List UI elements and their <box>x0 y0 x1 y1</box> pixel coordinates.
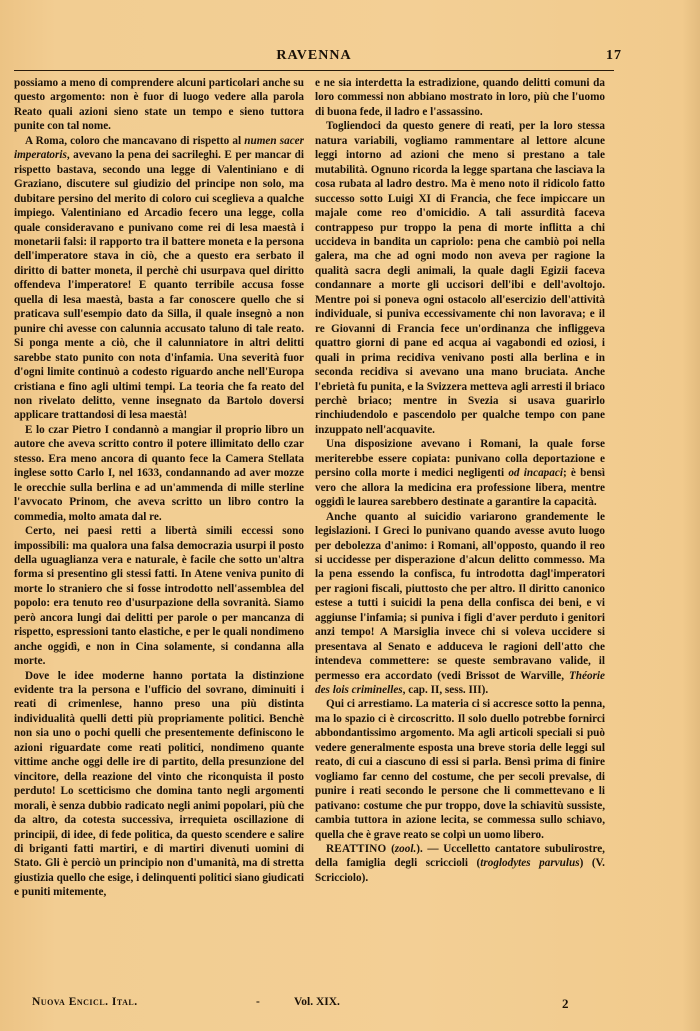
entry-headword: REATTINO <box>326 843 387 856</box>
paragraph-text: Certo, nei paesi retti a libertà simili eccessi sono impossibili: ma qualora una falsa democrazia usurpi il posto della uguaglianza vera e naturale, è facile che sotto un'altra forma si presentino gli stessi fatti. In Atene veniva punito di morte lo straniero che si fosse introdotto nell'assemblea del popolo: era tenuto reo d'usurpazione della sovranità. Siamo però ancora lungi dai delitti per parole o per mancanza di rispetto, espressioni tanto elastiche, e per le quali nondimeno anche oggidì, e non in Cina solamente, si condanna alla morte. <box>14 525 304 668</box>
entry-text-after: ) (V. Scricciolo). <box>315 857 605 884</box>
footer-mark: - <box>256 996 260 1008</box>
right-column <box>315 76 605 885</box>
left-column <box>14 76 304 900</box>
header-rule <box>14 70 614 71</box>
paragraph-text: Dove le idee moderne hanno portata la distinzione evidente tra la persona e l'ufficio del sovrano, diminuiti i reati di crimenlese, hanno preso una più distinta individualità quelli detti più propriamente politici. Benchè non sia uno o pochi quelli che presentemente definiscono le azioni riguardate come reati politici, nondimeno quante vittime anche oggi delle ire di partito, della presunzione del vincitore, della reazione del vinto che riconquista il posto perduto! Lo scetticismo che domina tanto negli argomenti morali, è senza dubbio radicato negli animi popolari, più che da altro, da cotesta successiva, irrequieta oscillazione di principii, di idee, di fede politica, da questo scendere e salire di briganti fatti martiri, e di martiri divenuti uomini di Stato. Gli è perciò un principio non d'umanità, ma di stretta giustizia quello che esige, i delinquenti politici siano giudicati e puniti mitemente, <box>14 669 304 899</box>
dictionary-entry: REATTINO (zool.). — Uccelletto cantatore subulirostre, della famiglia degli scriccioli (troglodytes parvulus) (V. Scricciolo). <box>315 843 605 884</box>
right-column-body <box>315 76 605 842</box>
paragraph-text: Una disposizione avevano i Romani, la quale forse meriterebbe essere copiata: punivano colla deportazione e persino colla morte i medici negligenti <box>315 438 605 480</box>
paragraph-text: ; è bensì vero che allora la medicina era professione libera, mentre oggidì le laurea sarebbero destinate a garantire la capacità. <box>315 467 606 509</box>
paragraph-text: Qui ci arrestiamo. La materia ci si accresce sotto la penna, ma lo spazio ci è circoscritto. Il solo duello potrebbe fornirci abbondantissimo argomento. Ma agli articoli speciali si può vedere generalmente esposta una breve storia delle leggi sul reato, di cui a ciascuno di essi si parla. Bensì prima di finire vogliamo far cenno del costume, che per secoli prevalse, di punire i reati secondo le persone che li commettevano e li pativano: costume che pur troppo, dove la schiavitù sussiste, cambia tuttora in azione lecita, se commessa sullo schiavo, quella che è grave reato se colpì un uomo libero. <box>315 698 605 841</box>
paragraph-text: Anche quanto al suicidio variarono grandemente le legislazioni. I Greci lo punivano quando avesse avuto luogo per debolezza d'animo: i Romani, all'opposto, quando il reo si uccidesse per disperazione d'alcun delitto commesso. Ma la pena essendo la confisca, fu introdotta dagl'imperatori per ragioni fiscali, piuttosto che per altro. Il diritto canonico estese a tutti i suicidi la pena della confisca dei beni, e vi aggiunse l'infamia; si puniva i figli d'aver perduto i genitori anzi tempo! A Marsiglia invece chi si voleva uccidere si presentava al Senato e adduceva le ragioni dell'atto che intendeva commettere: se queste sembravano valide, il permesso era accordato (vedi Brissot de Warville, <box>315 510 605 682</box>
paragraph-text: e ne sia interdetta la estradizione, quando delitti comuni da loro commessi non abbiano mostrato in loro, più che l'uomo di buona fede, il ladro e l'assassino. <box>315 77 605 118</box>
paragraph <box>14 524 304 669</box>
paragraph <box>315 119 605 437</box>
footer-signature: 2 <box>562 996 569 1011</box>
paragraph <box>315 437 605 509</box>
italic-phrase: Théorie des lois criminelles <box>315 669 605 697</box>
italic-phrase: numen sacer imperatoris <box>14 134 304 162</box>
entry-abbr: zool. <box>394 843 417 856</box>
paragraph-text: , avevano la pena dei sacrileghi. E per mancar di rispetto bastava, secondo una legge di Valentiniano e di Graziano, discutere sul giudizio del principe non solo, ma dubitare persino del merito di coloro cui sceglieva a qualche impiego. Valentiniano ed Arcadio fecero una legge, colla quale consideravano e punivano come rei di lesa maestà i monetarii falsi: il rapporto tra il battere moneta e la persona dell'imperatore stava in ciò, che a questo era serbato il diritto di batter moneta, il perchè chi usurpava quel diritto offendeva l'imperatore! E quanto terribile accusa fosse quella di lesa maestà, basta a far conoscere quello che si praticava sull'esempio dato da Silla, il quale insegnò a non punire chi avesse con calunnia accusato taluno di tale reato. Si ponga mente a ciò, che il calunniatore in altri delitti sarebbe stato punito con nota d'infamia. Una severità fuor d'ogni limite continuò a codesto riguardo anche nell'Europa cristiana e fino agli ultimi tempi. La teoria che fa reato del non rivelato delitto, venne insegnato da Bartolo doversi applicare trattandosi di lesa maestà! <box>14 149 304 422</box>
paragraph-continuation <box>14 76 304 134</box>
entry-taxon: troglodytes parvulus <box>480 857 580 870</box>
page-footer <box>14 996 614 1014</box>
paragraph <box>14 669 304 900</box>
paragraph-continuation <box>315 76 605 119</box>
paragraph-text: , cap. II, sess. III). <box>402 684 489 697</box>
entry-text-before: . — Uccelletto cantatore subulirostre, della famiglia degli scriccioli ( <box>315 843 605 870</box>
footer-publication: Nuova Encicl. Ital. <box>32 996 138 1008</box>
page-edge-shadow <box>682 0 700 1031</box>
paragraph-text: E lo czar Pietro I condannò a mangiar il proprio libro un autore che aveva scritto contro il potere illimitato dello czar stesso. Era meno ancora di quanto fece la Camera Stellata inglese sotto Carlo I, nel 1633, condannando ad aver mozze le orecchie sulla berlina e ad un'ammenda di mille sterline l'avvocato Prinom, che aveva scritto un libro contro la commedia, molto amata dal re. <box>14 423 304 523</box>
page-number: 17 <box>606 48 622 63</box>
running-header <box>14 48 622 68</box>
paragraph <box>14 423 304 524</box>
paragraph-text: Togliendoci da questo genere di reati, per la loro stessa natura variabili, vogliamo rammentare al lettore alcune leggi intorno ad azioni che meno si prestano a tale mutabilità. Ognuno ricorda la legge spartana che lasciava la cosa rubata al ladro destro. Ma è meno noto il ridicolo fatto successo sotto Luigi XI di Francia, che fece impiccare un majale come reo d'omicidio. A tali assurdità faceva contrappeso pur troppo la pena di morte inflitta a chi uccideva in bandita un capriolo: pena che cambiò poi nella galera, ma che ad ogni modo non aveva per ragione la qualità sacra degli animali, la quale dagli Egizii faceva condannare a morte gli uccisori dell'ibi e dell'avoltojo. Mentre poi si poneva ogni ostacolo all'esercizio dell'attività individuale, si puniva eccessivamente chi non lavorava; e il re Giovanni di Francia fece un'ordinanza che infliggeva quattro giorni di pane ed acqua ai vagabondi ed oziosi, i quali in prima recidiva venivano posti alla berlina e in seconda recidiva si avevano una mano bruciata. Anche l'ebrietà fu punita, e la Svizzera metteva agli arresti il briaco perchè briaco; mentre in Svezia si usava guarirlo rinchiudendolo e pascendolo per qualche tempo con pane inzuppato nell'acquavite. <box>315 120 605 436</box>
footer-volume: Vol. XIX. <box>294 996 340 1008</box>
paragraph <box>315 697 605 842</box>
italic-phrase: od incapaci <box>508 467 563 480</box>
paragraph <box>315 510 605 698</box>
paragraph-text: A Roma, coloro che mancavano di rispetto al <box>25 134 245 147</box>
paragraph-text: possiamo a meno di comprendere alcuni particolari anche su questo argomento: non è fuor di luogo vedere alla parola Reato quali azioni sieno state un tempo e sieno tuttora punite con tal nome. <box>14 77 304 133</box>
running-title: RAVENNA <box>276 48 352 63</box>
paragraph <box>14 134 304 423</box>
